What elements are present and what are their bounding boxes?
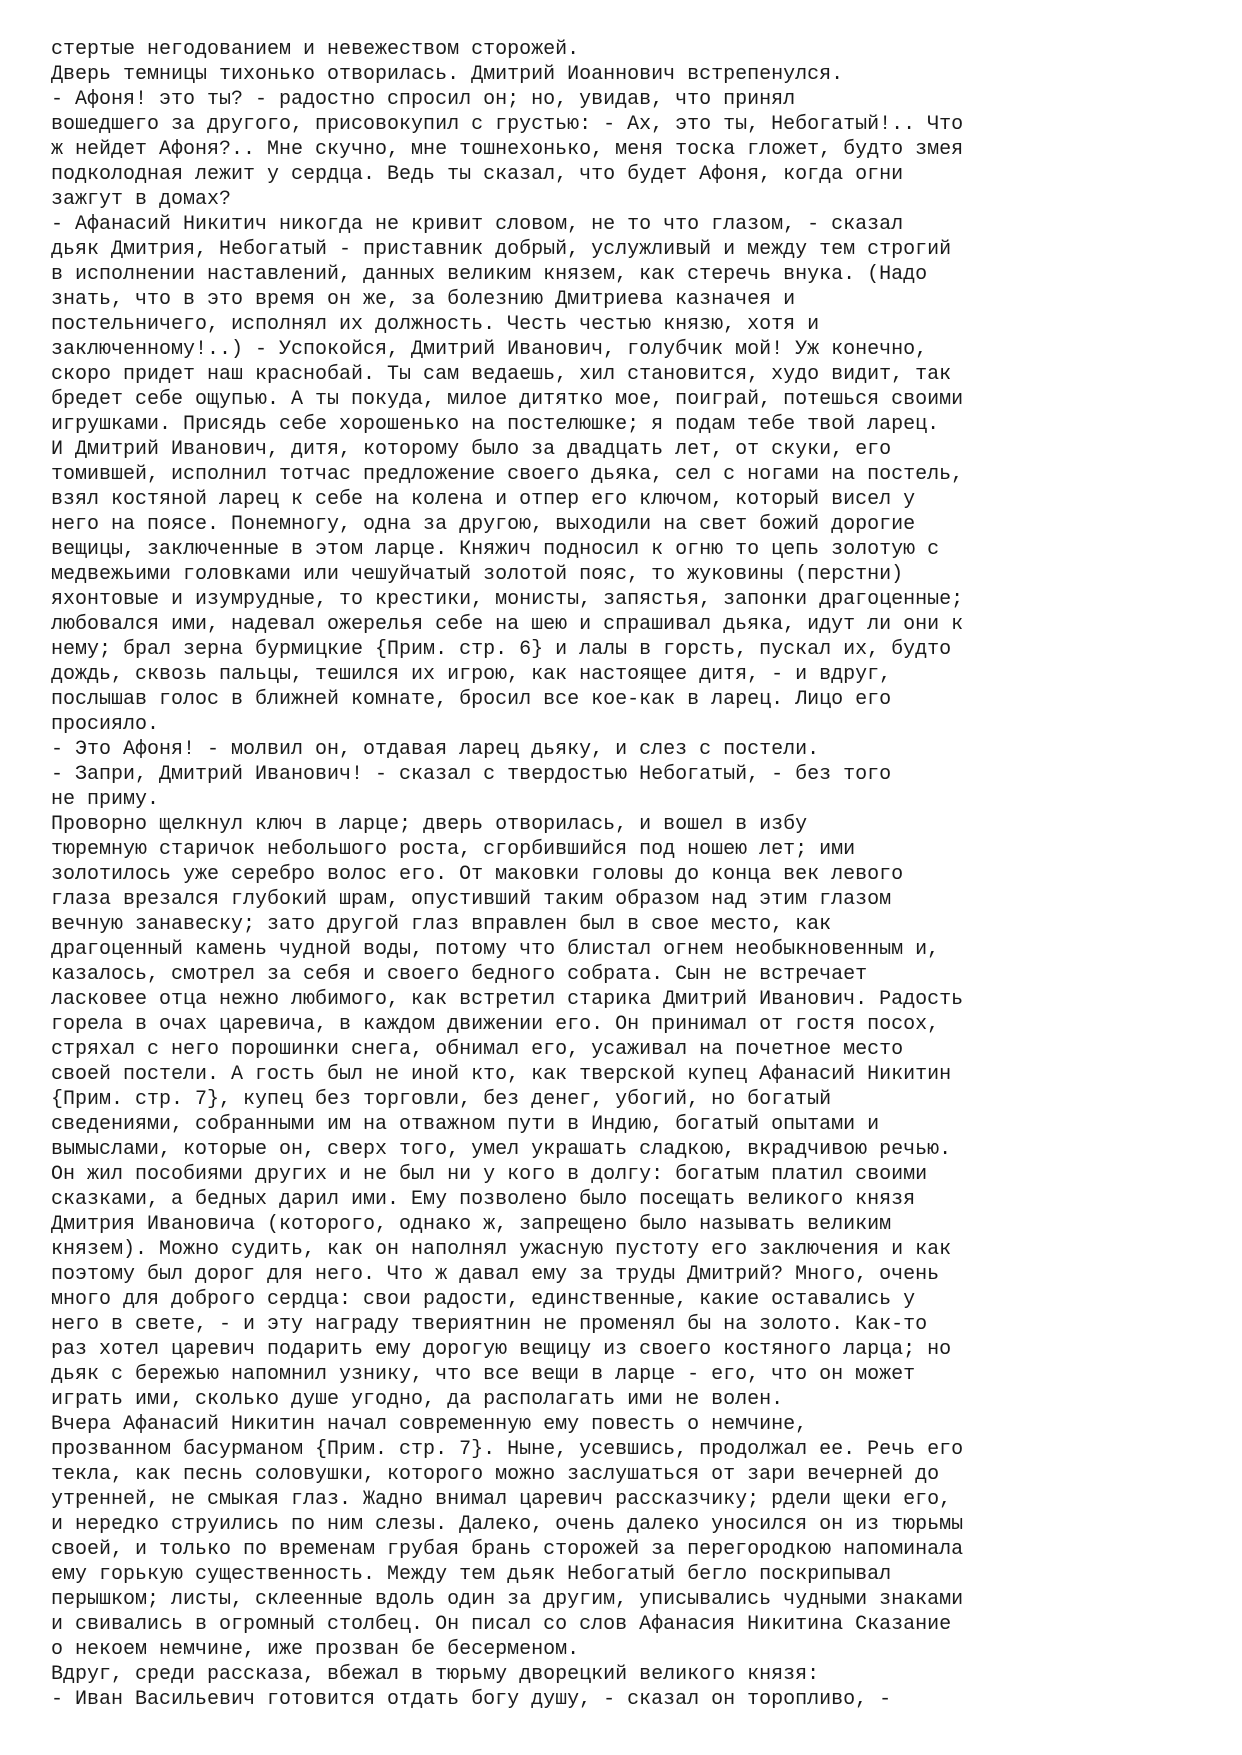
text-line: вечную занавеску; зато другой глаз вправлен был в свое место, как xyxy=(51,913,832,936)
text-line: горела в очах царевича, в каждом движении его. Он принимал от гостя посох, xyxy=(51,1013,940,1036)
text-line: заключенному!..) - Успокойся, Дмитрий Иванович, голубчик мой! Уж конечно, xyxy=(51,338,928,361)
text-line: сказками, а бедных дарил ими. Ему позволено было посещать великого князя xyxy=(51,1188,916,1211)
text-line: любовался ими, надевал ожерелья себе на шею и спрашивал дьяка, идут ли они к xyxy=(51,613,964,636)
text-line: него в свете, - и эту награду твериятнин не променял бы на золото. Как-то xyxy=(51,1313,928,1336)
text-line: князем). Можно судить, как он наполнял ужасную пустоту его заключения и как xyxy=(51,1238,952,1261)
text-line: нему; брал зерна бурмицкие {Прим. стр. 6} и лалы в горсть, пускал их, будто xyxy=(51,638,952,661)
text-line: дьяк с бережью напомнил узнику, что все вещи в ларце - его, что он может xyxy=(51,1363,916,1386)
text-line: - Афоня! это ты? - радостно спросил он; но, увидав, что принял xyxy=(51,88,796,111)
text-line: в исполнении наставлений, данных великим князем, как стеречь внука. (Надо xyxy=(51,263,928,286)
text-line: - Иван Васильевич готовится отдать богу душу, - сказал он торопливо, - xyxy=(51,1688,892,1711)
text-line: медвежьими головками или чешуйчатый золотой пояс, то жуковины (перстни) xyxy=(51,563,904,586)
text-line: зажгут в домах? xyxy=(51,188,232,211)
text-line: И Дмитрий Иванович, дитя, которому было за двадцать лет, от скуки, его xyxy=(51,438,892,461)
text-line: сведениями, собранными им на отважном пути в Индию, богатый опытами и xyxy=(51,1113,880,1136)
text-line: игрушками. Присядь себе хорошенько на постелюшке; я подам тебе твой ларец. xyxy=(51,413,940,436)
text-line: глаза врезался глубокий шрам, опустивший таким образом над этим глазом xyxy=(51,888,892,911)
text-line: послышав голос в ближней комнате, бросил все кое-как в ларец. Лицо его xyxy=(51,688,892,711)
text-line: текла, как песнь соловушки, которого можно заслушаться от зари вечерней до xyxy=(51,1463,940,1486)
text-line: ж нейдет Афоня?.. Мне скучно, мне тошнехонько, меня тоска гложет, будто змея xyxy=(51,138,964,161)
text-line: вещицы, заключенные в этом ларце. Княжич подносил к огню то цепь золотую с xyxy=(51,538,940,561)
text-line: яхонтовые и изумрудные, то крестики, монисты, запястья, запонки драгоценные; xyxy=(51,588,964,611)
text-line: него на поясе. Понемногу, одна за другою, выходили на свет божий дорогие xyxy=(51,513,916,536)
text-line: поэтому был дорог для него. Что ж давал ему за труды Дмитрий? Много, очень xyxy=(51,1263,940,1286)
text-line: просияло. xyxy=(51,713,160,736)
text-line: стряхал с него порошинки снега, обнимал его, усаживал на почетное место xyxy=(51,1038,904,1061)
text-line: своей, и только по временам грубая брань сторожей за перегородкою напоминала xyxy=(51,1538,964,1561)
document-page xyxy=(51,37,1221,1712)
text-line: прозванном басурманом {Прим. стр. 7}. Ныне, усевшись, продолжал ее. Речь его xyxy=(51,1438,964,1461)
text-line: казалось, смотрел за себя и своего бедного собрата. Сын не встречает xyxy=(51,963,868,986)
text-line: много для доброго сердца: свои радости, единственные, какие оставались у xyxy=(51,1288,916,1311)
text-line: дьяк Дмитрия, Небогатый - приставник добрый, услужливый и между тем строгий xyxy=(51,238,952,261)
text-line: стертые негодованием и невежеством сторожей. xyxy=(51,38,580,61)
text-line: ласковее отца нежно любимого, как встретил старика Дмитрий Иванович. Радость xyxy=(51,988,964,1011)
text-line: Вчера Афанасий Никитин начал современную ему повесть о немчине, xyxy=(51,1413,808,1436)
text-line: золотилось уже серебро волос его. От маковки головы до конца век левого xyxy=(51,863,904,886)
text-line: Вдруг, среди рассказа, вбежал в тюрьму дворецкий великого князя: xyxy=(51,1663,820,1686)
text-line: вымыслами, которые он, сверх того, умел украшать сладкою, вкрадчивою речью. xyxy=(51,1138,952,1161)
text-line: раз хотел царевич подарить ему дорогую вещицу из своего костяного ларца; но xyxy=(51,1338,952,1361)
text-line: не приму. xyxy=(51,788,160,811)
text-line: тюремную старичок небольшого роста, сгорбившийся под ношею лет; ими xyxy=(51,838,856,861)
text-line: перышком; листы, склеенные вдоль один за другим, уписывались чудными знаками xyxy=(51,1588,964,1611)
text-line: вошедшего за другого, присовокупил с грустью: - Ах, это ты, Небогатый!.. Что xyxy=(51,113,964,136)
text-line: знать, что в это время он же, за болезнию Дмитриева казначея и xyxy=(51,288,796,311)
text-line: {Прим. стр. 7}, купец без торговли, без денег, убогий, но богатый xyxy=(51,1088,832,1111)
text-line: и нередко струились по ним слезы. Далеко, очень далеко уносился он из тюрьмы xyxy=(51,1513,964,1536)
text-line: томившей, исполнил тотчас предложение своего дьяка, сел с ногами на постель, xyxy=(51,463,964,486)
text-line: играть ими, сколько душе угодно, да располагать ими не волен. xyxy=(51,1388,784,1411)
text-line: - Запри, Дмитрий Иванович! - сказал с твердостью Небогатый, - без того xyxy=(51,763,892,786)
text-line: Дмитрия Ивановича (которого, однако ж, запрещено было называть великим xyxy=(51,1213,892,1236)
text-line: Он жил пособиями других и не был ни у кого в долгу: богатым платил своими xyxy=(51,1163,928,1186)
text-line: ему горькую существенность. Между тем дьяк Небогатый бегло поскрипывал xyxy=(51,1563,892,1586)
text-line: о некоем немчине, иже прозван бе бесерменом. xyxy=(51,1638,580,1661)
text-line: - Афанасий Никитич никогда не кривит словом, не то что глазом, - сказал xyxy=(51,213,904,236)
text-line: - Это Афоня! - молвил он, отдавая ларец дьяку, и слез с постели. xyxy=(51,738,820,761)
text-line: Проворно щелкнул ключ в ларце; дверь отворилась, и вошел в избу xyxy=(51,813,808,836)
text-line: и свивались в огромный столбец. Он писал со слов Афанасия Никитина Сказание xyxy=(51,1613,952,1636)
text-line: дождь, сквозь пальцы, тешился их игрою, как настоящее дитя, - и вдруг, xyxy=(51,663,892,686)
text-line: бредет себе ощупью. А ты покуда, милое дитятко мое, поиграй, потешься своими xyxy=(51,388,964,411)
text-line: взял костяной ларец к себе на колена и отпер его ключом, который висел у xyxy=(51,488,916,511)
text-line: Дверь темницы тихонько отворилась. Дмитрий Иоаннович встрепенулся. xyxy=(51,63,844,86)
text-line: своей постели. А гость был не иной кто, как тверской купец Афанасий Никитин xyxy=(51,1063,952,1086)
text-line: подколодная лежит у сердца. Ведь ты сказал, что будет Афоня, когда огни xyxy=(51,163,904,186)
text-line: утренней, не смыкая глаз. Жадно внимал царевич рассказчику; рдели щеки его, xyxy=(51,1488,952,1511)
text-line: драгоценный камень чудной воды, потому что блистал огнем необыкновенным и, xyxy=(51,938,940,961)
text-line: скоро придет наш краснобай. Ты сам ведаешь, хил становится, худо видит, так xyxy=(51,363,952,386)
text-line: постельничего, исполнял их должность. Честь честью князю, хотя и xyxy=(51,313,820,336)
